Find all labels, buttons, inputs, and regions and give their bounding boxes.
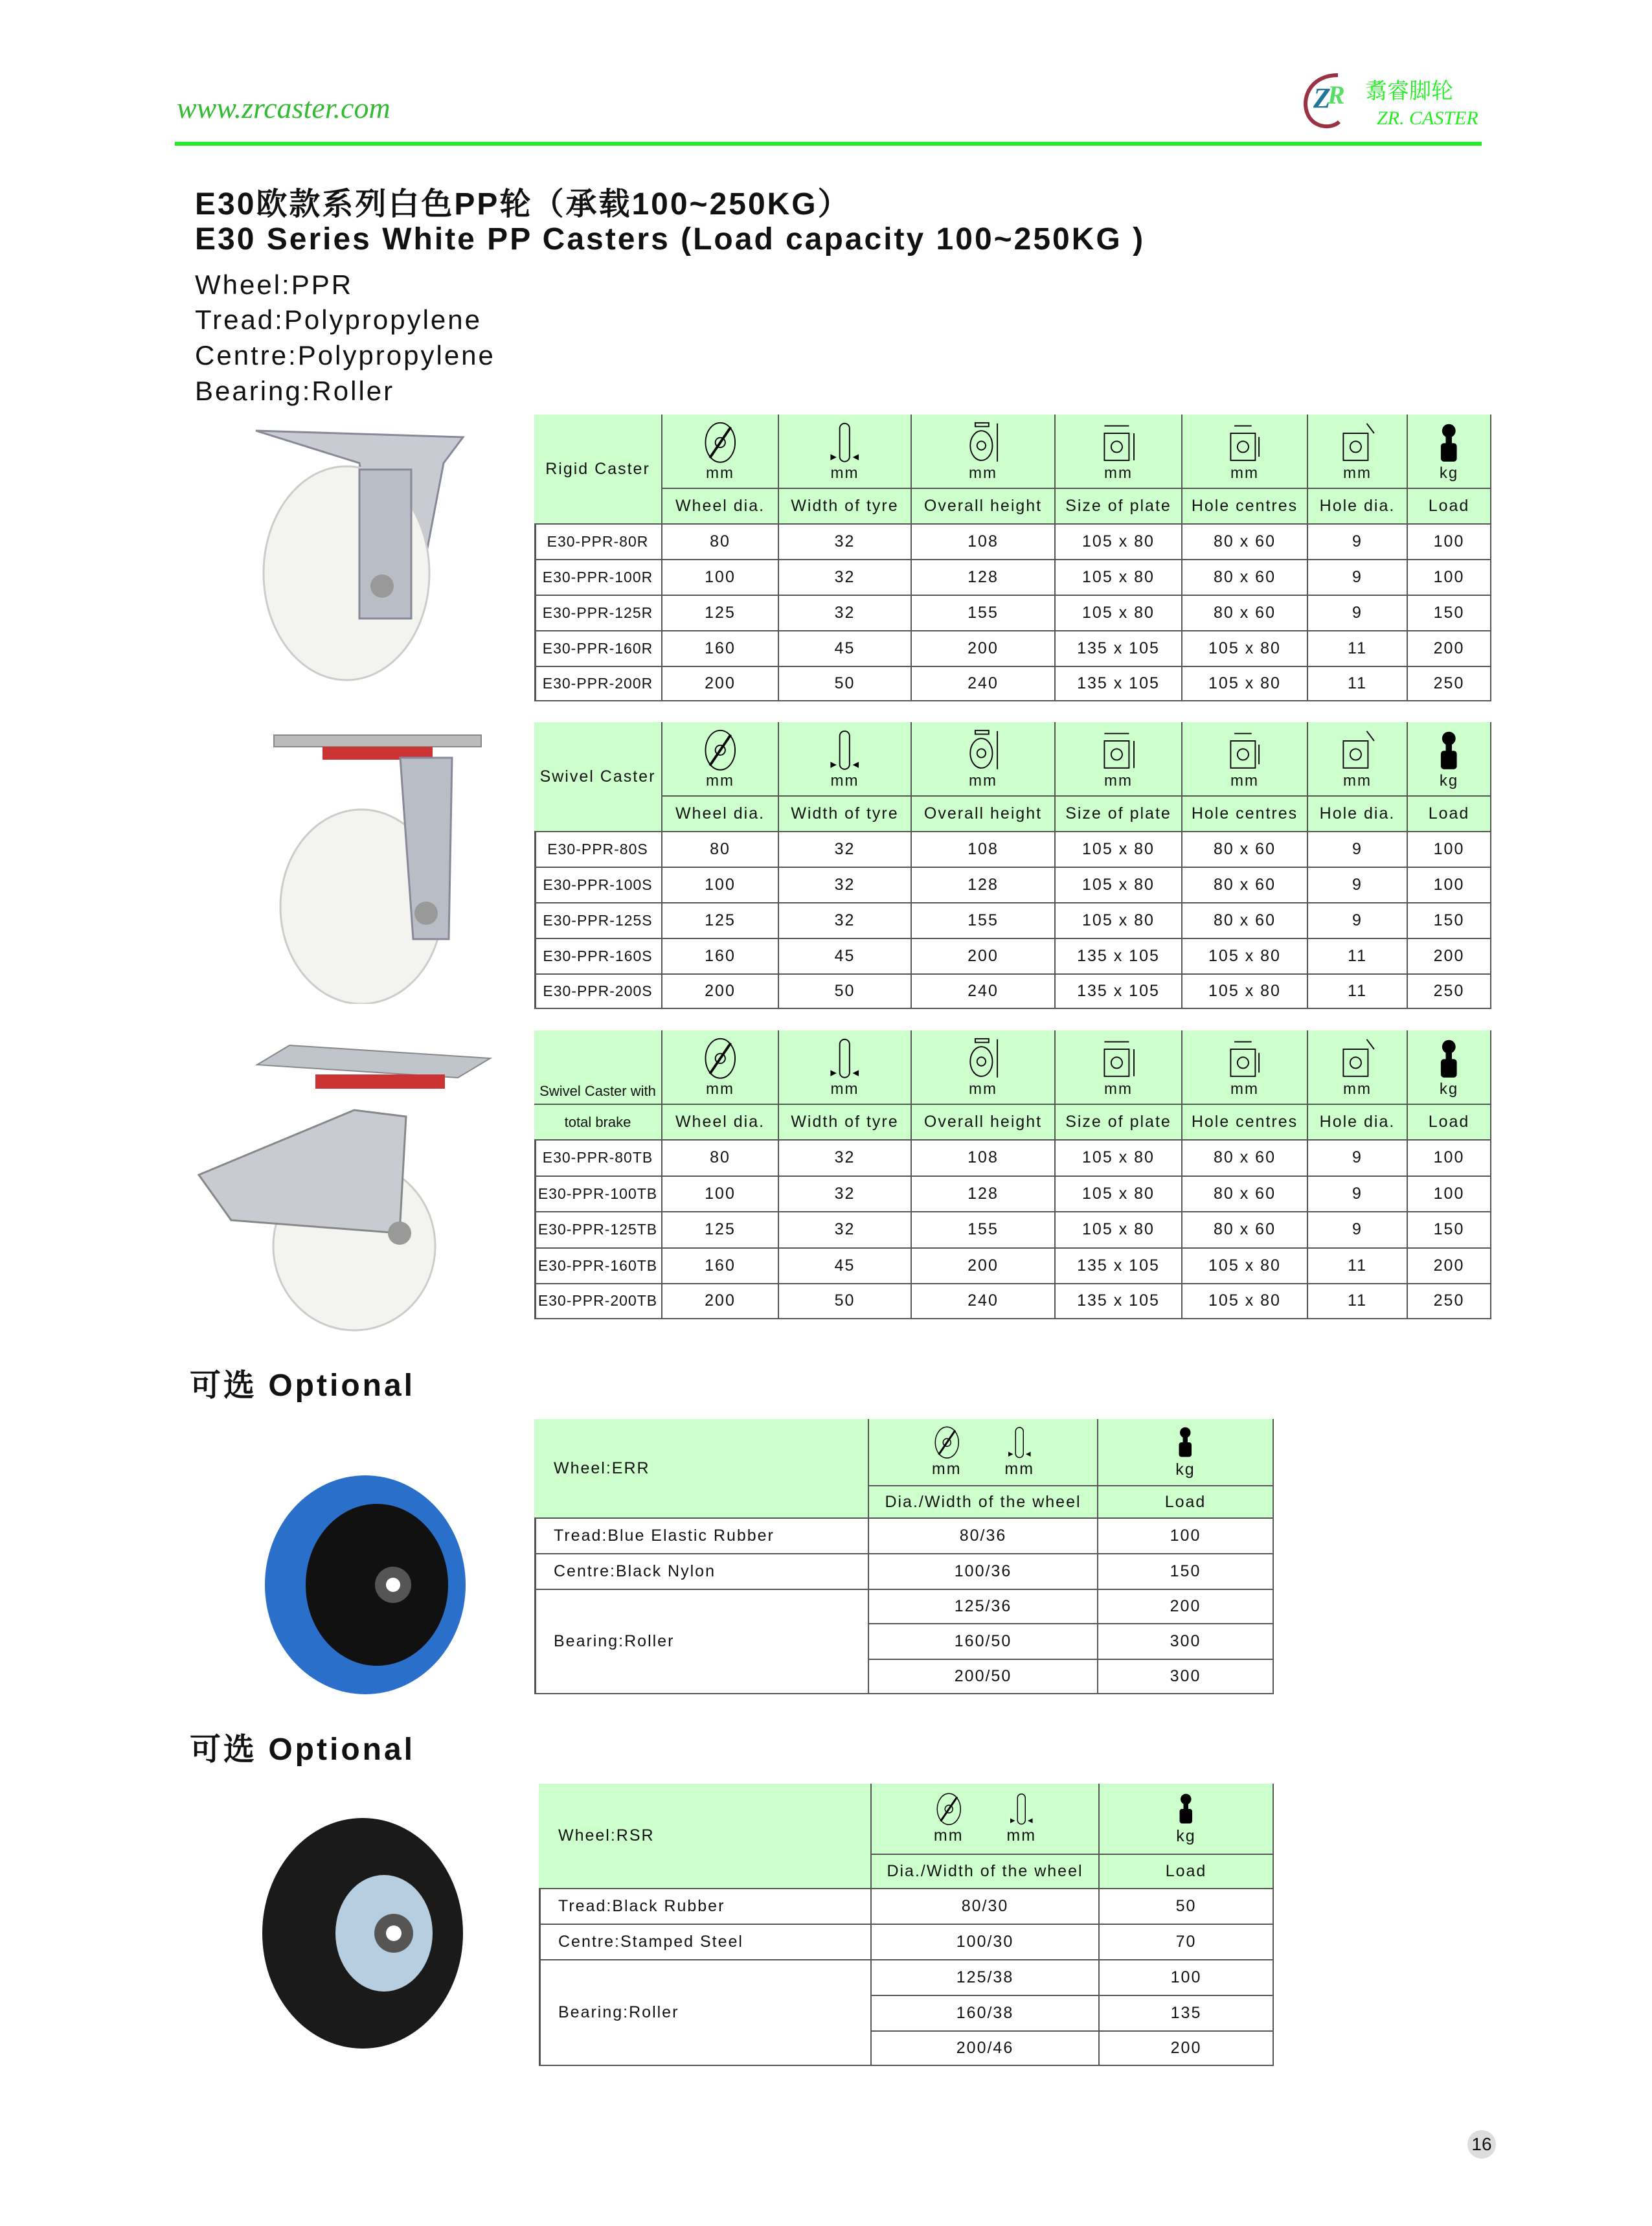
table-cell: 32 — [779, 1212, 912, 1249]
table-cell: 240 — [912, 1284, 1056, 1319]
table-cell: 100 — [1408, 832, 1491, 868]
unit-label: mm — [969, 1080, 997, 1098]
column-icon-cell — [869, 1419, 1098, 1486]
table-cell: 135 x 105 — [1056, 667, 1182, 701]
hole-centres-icon — [1223, 421, 1267, 464]
model-number: E30-PPR-160TB — [534, 1249, 662, 1285]
plate-size-icon — [1097, 729, 1140, 772]
unit-label: mm — [969, 464, 997, 482]
unit-label: kg — [1175, 1460, 1195, 1479]
table-cell: 150 — [1408, 596, 1491, 631]
column-header: Load — [1408, 1105, 1491, 1141]
tyre-width-icon — [823, 1037, 866, 1080]
unit-label: mm — [1104, 771, 1133, 789]
unit-label: kg — [1176, 1826, 1196, 1845]
column-header: Width of tyre — [779, 797, 912, 832]
table-cell: 50 — [779, 1284, 912, 1319]
table-cell: 32 — [779, 560, 912, 596]
model-number: E30-PPR-100TB — [534, 1177, 662, 1213]
overall-height-icon — [962, 1037, 1005, 1080]
model-number: E30-PPR-125S — [534, 903, 662, 939]
table-cell: 100 — [1408, 525, 1491, 560]
model-number: E30-PPR-200R — [534, 667, 662, 701]
size-value: 125/38 — [872, 1960, 1100, 1996]
table-cell: 9 — [1308, 560, 1408, 596]
svg-text:R: R — [1328, 80, 1345, 109]
hole-diameter-icon — [1336, 729, 1379, 772]
column-header: Wheel dia. — [662, 797, 779, 832]
column-header: Overall height — [912, 797, 1056, 832]
table-cell: 200 — [1408, 631, 1491, 667]
table-cell: 250 — [1408, 975, 1491, 1009]
table-cell: 9 — [1308, 903, 1408, 939]
size-value: 80/30 — [872, 1889, 1100, 1925]
table-cell: 200 — [912, 631, 1056, 667]
black-rubber-wheel-image — [261, 1816, 465, 2050]
table-cell: 108 — [912, 832, 1056, 868]
unit-label: mm — [706, 771, 734, 789]
table-cell: 9 — [1308, 1141, 1408, 1177]
model-number: E30-PPR-100S — [534, 868, 662, 903]
load-value: 100 — [1100, 1960, 1274, 1996]
title-english: E30 Series White PP Casters (Load capacity 100~250KG ) — [195, 222, 1146, 256]
model-number: E30-PPR-125TB — [534, 1212, 662, 1249]
table-cell: 105 x 80 — [1056, 832, 1182, 868]
column-header: Hole centres — [1182, 1105, 1308, 1141]
column-icon-cell — [912, 415, 1056, 489]
model-number: E30-PPR-160R — [534, 631, 662, 667]
table-cell: 135 x 105 — [1056, 1249, 1182, 1285]
column-header: Wheel dia. — [662, 489, 779, 525]
column-header: Load — [1408, 797, 1491, 832]
plate-size-icon — [1097, 1037, 1140, 1080]
table-cell: 125 — [662, 596, 779, 631]
table-cell: 105 x 80 — [1056, 560, 1182, 596]
table-cell: 135 x 105 — [1056, 975, 1182, 1009]
table-cell: 11 — [1308, 975, 1408, 1009]
unit-label: mm — [1104, 1080, 1133, 1098]
table-cell: 105 x 80 — [1182, 1249, 1308, 1285]
unit-label: mm — [931, 1459, 962, 1478]
tyre-width-icon — [823, 729, 866, 772]
table-cell: 11 — [1308, 631, 1408, 667]
table-cell: 32 — [779, 525, 912, 560]
column-icon-cell — [1308, 722, 1408, 797]
column-icon-cell — [1308, 415, 1408, 489]
tread-spec: Tread:Blue Elastic Rubber — [534, 1519, 869, 1554]
table-cell: 160 — [662, 1249, 779, 1285]
column-header: Wheel dia. — [662, 1105, 779, 1141]
hole-diameter-icon — [1336, 1037, 1379, 1080]
table-cell: 80 x 60 — [1182, 525, 1308, 560]
unit-label: kg — [1439, 771, 1459, 789]
column-icon-cell — [1056, 722, 1182, 797]
table-cell: 9 — [1308, 868, 1408, 903]
table-type-label: Swivel Caster with — [534, 1030, 662, 1105]
load-weight-icon — [1168, 1425, 1203, 1459]
table-cell: 9 — [1308, 1212, 1408, 1249]
table-cell: 32 — [779, 596, 912, 631]
unit-label: kg — [1439, 1080, 1459, 1098]
column-header: Width of tyre — [779, 1105, 912, 1141]
header-rule — [175, 142, 1482, 146]
column-header: Dia./Width of the wheel — [869, 1486, 1098, 1519]
table-cell: 32 — [779, 1141, 912, 1177]
column-icon-cell — [1408, 722, 1491, 797]
table-cell: 80 x 60 — [1182, 868, 1308, 903]
size-value: 200/50 — [869, 1660, 1098, 1694]
table-cell: 50 — [779, 975, 912, 1009]
table-cell: 150 — [1408, 903, 1491, 939]
table-cell: 105 x 80 — [1182, 975, 1308, 1009]
table-cell: 9 — [1308, 832, 1408, 868]
table-cell: 250 — [1408, 667, 1491, 701]
column-header: Load — [1100, 1855, 1274, 1889]
tyre-width-icon — [1002, 1425, 1037, 1460]
wheel-diameter-icon — [699, 1037, 742, 1080]
unit-label: mm — [969, 771, 997, 789]
table-cell: 100 — [662, 560, 779, 596]
unit-label: mm — [1006, 1826, 1037, 1845]
rigid-caster-image — [249, 424, 473, 683]
column-header: Hole dia. — [1308, 1105, 1408, 1141]
table-cell: 200 — [662, 1284, 779, 1319]
model-number: E30-PPR-80TB — [534, 1141, 662, 1177]
unit-label: mm — [1230, 1080, 1259, 1098]
unit-label: mm — [1343, 771, 1372, 789]
load-weight-icon — [1427, 1037, 1471, 1080]
table-cell: 100 — [662, 868, 779, 903]
wheel-diameter-icon — [930, 1425, 964, 1460]
model-number: E30-PPR-200S — [534, 975, 662, 1009]
table-cell: 100 — [1408, 868, 1491, 903]
swivel-brake-caster-image — [192, 1039, 497, 1334]
wheel-diameter-icon — [699, 729, 742, 772]
swivel-caster-image — [271, 732, 484, 1004]
table-cell: 160 — [662, 631, 779, 667]
table-cell: 32 — [779, 1177, 912, 1213]
unit-label: mm — [1343, 1080, 1372, 1098]
table-cell: 80 x 60 — [1182, 596, 1308, 631]
column-icon-cell — [1100, 1784, 1274, 1855]
spec-wheel: Wheel:PPR — [195, 269, 354, 300]
table-cell: 100 — [1408, 1141, 1491, 1177]
column-icon-cell — [1098, 1419, 1274, 1486]
table-cell: 125 — [662, 1212, 779, 1249]
load-value: 100 — [1098, 1519, 1274, 1554]
model-number: E30-PPR-125R — [534, 596, 662, 631]
table-cell: 45 — [779, 939, 912, 975]
tyre-width-icon — [823, 421, 866, 464]
unit-label: mm — [1230, 771, 1259, 789]
spec-centre: Centre:Polypropylene — [195, 340, 495, 370]
column-header: Overall height — [912, 1105, 1056, 1141]
column-header: Load — [1098, 1486, 1274, 1519]
model-number: E30-PPR-80R — [534, 525, 662, 560]
column-icon-cell — [1182, 415, 1308, 489]
load-weight-icon — [1427, 421, 1471, 464]
table-cell: 160 — [662, 939, 779, 975]
website-url[interactable]: www.zrcaster.com — [177, 91, 390, 124]
unit-label: mm — [1230, 464, 1259, 482]
svg-text:ZR. CASTER: ZR. CASTER — [1377, 108, 1478, 129]
wheel-diameter-icon — [699, 421, 742, 464]
table-cell: 105 x 80 — [1056, 903, 1182, 939]
table-cell: 9 — [1308, 525, 1408, 560]
centre-spec: Centre:Stamped Steel — [539, 1925, 872, 1960]
hole-centres-icon — [1223, 1037, 1267, 1080]
table-cell: 9 — [1308, 1177, 1408, 1213]
size-value: 125/36 — [869, 1590, 1098, 1624]
table-cell: 105 x 80 — [1056, 868, 1182, 903]
table-cell: 155 — [912, 903, 1056, 939]
column-icon-cell — [1056, 1030, 1182, 1105]
column-icon-cell — [1182, 722, 1308, 797]
overall-height-icon — [962, 421, 1005, 464]
table-cell: 200 — [662, 667, 779, 701]
column-icon-cell — [912, 1030, 1056, 1105]
column-icon-cell — [912, 722, 1056, 797]
column-icon-cell — [779, 415, 912, 489]
load-value: 135 — [1100, 1996, 1274, 2032]
column-header: Hole dia. — [1308, 797, 1408, 832]
table-cell: 250 — [1408, 1284, 1491, 1319]
unit-label: kg — [1439, 464, 1459, 482]
size-value: 160/38 — [872, 1996, 1100, 2032]
unit-label: mm — [830, 1080, 859, 1098]
table-cell: 11 — [1308, 1284, 1408, 1319]
table-cell: 105 x 80 — [1182, 1284, 1308, 1319]
table-cell: 105 x 80 — [1182, 667, 1308, 701]
bearing-spec: Bearing:Roller — [534, 1590, 869, 1694]
column-header: Width of tyre — [779, 489, 912, 525]
table-cell: 240 — [912, 975, 1056, 1009]
column-icon-cell — [1056, 415, 1182, 489]
table-cell: 32 — [779, 903, 912, 939]
column-icon-cell — [779, 1030, 912, 1105]
table-cell: 80 x 60 — [1182, 832, 1308, 868]
unit-label: mm — [706, 464, 734, 482]
column-header: Size of plate — [1056, 489, 1182, 525]
optional-heading-1: 可选 Optional — [190, 1369, 415, 1403]
model-number: E30-PPR-100R — [534, 560, 662, 596]
table-cell: 32 — [779, 832, 912, 868]
table-cell: 80 x 60 — [1182, 1177, 1308, 1213]
column-header: Size of plate — [1056, 1105, 1182, 1141]
column-header: Overall height — [912, 489, 1056, 525]
table-cell: 105 x 80 — [1182, 631, 1308, 667]
size-value: 100/36 — [869, 1554, 1098, 1590]
model-number: E30-PPR-200TB — [534, 1284, 662, 1319]
load-value: 50 — [1100, 1889, 1274, 1925]
table-cell: 80 — [662, 832, 779, 868]
column-icon-cell — [662, 722, 779, 797]
load-value: 300 — [1098, 1624, 1274, 1660]
table-cell: 155 — [912, 1212, 1056, 1249]
table-cell: 135 x 105 — [1056, 631, 1182, 667]
table-cell: 240 — [912, 667, 1056, 701]
table-cell: 100 — [1408, 560, 1491, 596]
spec-tread: Tread:Polypropylene — [195, 304, 482, 335]
plate-size-icon — [1097, 421, 1140, 464]
load-weight-icon — [1427, 729, 1471, 772]
wheel-type-label: Wheel:ERR — [534, 1419, 869, 1519]
optional-heading-2: 可选 Optional — [190, 1732, 415, 1767]
table-cell: 80 — [662, 1141, 779, 1177]
column-header: Hole centres — [1182, 797, 1308, 832]
table-cell: 80 x 60 — [1182, 1212, 1308, 1249]
table-cell: 80 x 60 — [1182, 903, 1308, 939]
tyre-width-icon — [1004, 1792, 1039, 1826]
column-header: Hole centres — [1182, 489, 1308, 525]
table-cell: 128 — [912, 1177, 1056, 1213]
column-icon-cell — [662, 415, 779, 489]
tread-spec: Tread:Black Rubber — [539, 1889, 872, 1925]
size-value: 160/50 — [869, 1624, 1098, 1660]
unit-label: mm — [830, 464, 859, 482]
table-cell: 150 — [1408, 1212, 1491, 1249]
table-cell: 80 x 60 — [1182, 560, 1308, 596]
table-cell: 100 — [1408, 1177, 1491, 1213]
size-value: 100/30 — [872, 1925, 1100, 1960]
centre-spec: Centre:Black Nylon — [534, 1554, 869, 1590]
blue-elastic-rubber-wheel-image — [264, 1474, 468, 1696]
hole-diameter-icon — [1336, 421, 1379, 464]
load-value: 300 — [1098, 1660, 1274, 1694]
table-cell: 128 — [912, 868, 1056, 903]
table-cell: 105 x 80 — [1056, 1212, 1182, 1249]
spec-bearing: Bearing:Roller — [195, 376, 395, 406]
table-cell: 125 — [662, 903, 779, 939]
unit-label: mm — [1004, 1459, 1035, 1478]
load-value: 200 — [1100, 2032, 1274, 2066]
table-cell: 100 — [662, 1177, 779, 1213]
table-cell: 105 x 80 — [1056, 596, 1182, 631]
table-cell: 9 — [1308, 596, 1408, 631]
column-icon-cell — [1182, 1030, 1308, 1105]
column-icon-cell — [872, 1784, 1100, 1855]
column-header: Hole dia. — [1308, 489, 1408, 525]
unit-label: mm — [1104, 464, 1133, 482]
table-cell: 45 — [779, 1249, 912, 1285]
wheel-type-label: Wheel:RSR — [539, 1784, 872, 1889]
table-type-label-2: total brake — [534, 1105, 662, 1141]
column-header: Dia./Width of the wheel — [872, 1855, 1100, 1889]
brand-logo — [1299, 70, 1480, 132]
column-icon-cell — [1408, 1030, 1491, 1105]
table-cell: 80 — [662, 525, 779, 560]
table-cell: 11 — [1308, 667, 1408, 701]
table-cell: 105 x 80 — [1056, 1141, 1182, 1177]
table-cell: 108 — [912, 525, 1056, 560]
table-cell: 128 — [912, 560, 1056, 596]
table-cell: 32 — [779, 868, 912, 903]
svg-text:Z: Z — [1313, 82, 1331, 114]
load-weight-icon — [1169, 1791, 1203, 1826]
unit-label: mm — [706, 1080, 734, 1098]
column-icon-cell — [779, 722, 912, 797]
table-cell: 135 x 105 — [1056, 1284, 1182, 1319]
table-type-label: Rigid Caster — [534, 415, 662, 525]
table-cell: 11 — [1308, 939, 1408, 975]
table-cell: 108 — [912, 1141, 1056, 1177]
load-value: 200 — [1098, 1590, 1274, 1624]
table-cell: 105 x 80 — [1056, 1177, 1182, 1213]
hole-centres-icon — [1223, 729, 1267, 772]
table-cell: 200 — [912, 939, 1056, 975]
table-cell: 200 — [1408, 1249, 1491, 1285]
column-header: Load — [1408, 489, 1491, 525]
load-value: 150 — [1098, 1554, 1274, 1590]
overall-height-icon — [962, 729, 1005, 772]
load-value: 70 — [1100, 1925, 1274, 1960]
table-cell: 105 x 80 — [1056, 525, 1182, 560]
svg-text:翥睿脚轮: 翥睿脚轮 — [1365, 78, 1453, 104]
unit-label: mm — [933, 1826, 964, 1845]
column-icon-cell — [1408, 415, 1491, 489]
bearing-spec: Bearing:Roller — [539, 1960, 872, 2066]
column-header: Size of plate — [1056, 797, 1182, 832]
table-cell: 11 — [1308, 1249, 1408, 1285]
table-type-label: Swivel Caster — [534, 722, 662, 832]
page-number: 16 — [1467, 2130, 1496, 2159]
unit-label: mm — [1343, 464, 1372, 482]
table-cell: 45 — [779, 631, 912, 667]
table-cell: 105 x 80 — [1182, 939, 1308, 975]
table-cell: 50 — [779, 667, 912, 701]
size-value: 80/36 — [869, 1519, 1098, 1554]
wheel-diameter-icon — [932, 1792, 966, 1826]
title-chinese: E30欧款系列白色PP轮（承载100~250KG） — [195, 187, 851, 221]
column-icon-cell — [662, 1030, 779, 1105]
table-cell: 200 — [912, 1249, 1056, 1285]
table-cell: 155 — [912, 596, 1056, 631]
unit-label: mm — [830, 771, 859, 789]
table-cell: 135 x 105 — [1056, 939, 1182, 975]
model-number: E30-PPR-80S — [534, 832, 662, 868]
table-cell: 200 — [1408, 939, 1491, 975]
size-value: 200/46 — [872, 2032, 1100, 2066]
table-cell: 80 x 60 — [1182, 1141, 1308, 1177]
table-cell: 200 — [662, 975, 779, 1009]
column-icon-cell — [1308, 1030, 1408, 1105]
model-number: E30-PPR-160S — [534, 939, 662, 975]
